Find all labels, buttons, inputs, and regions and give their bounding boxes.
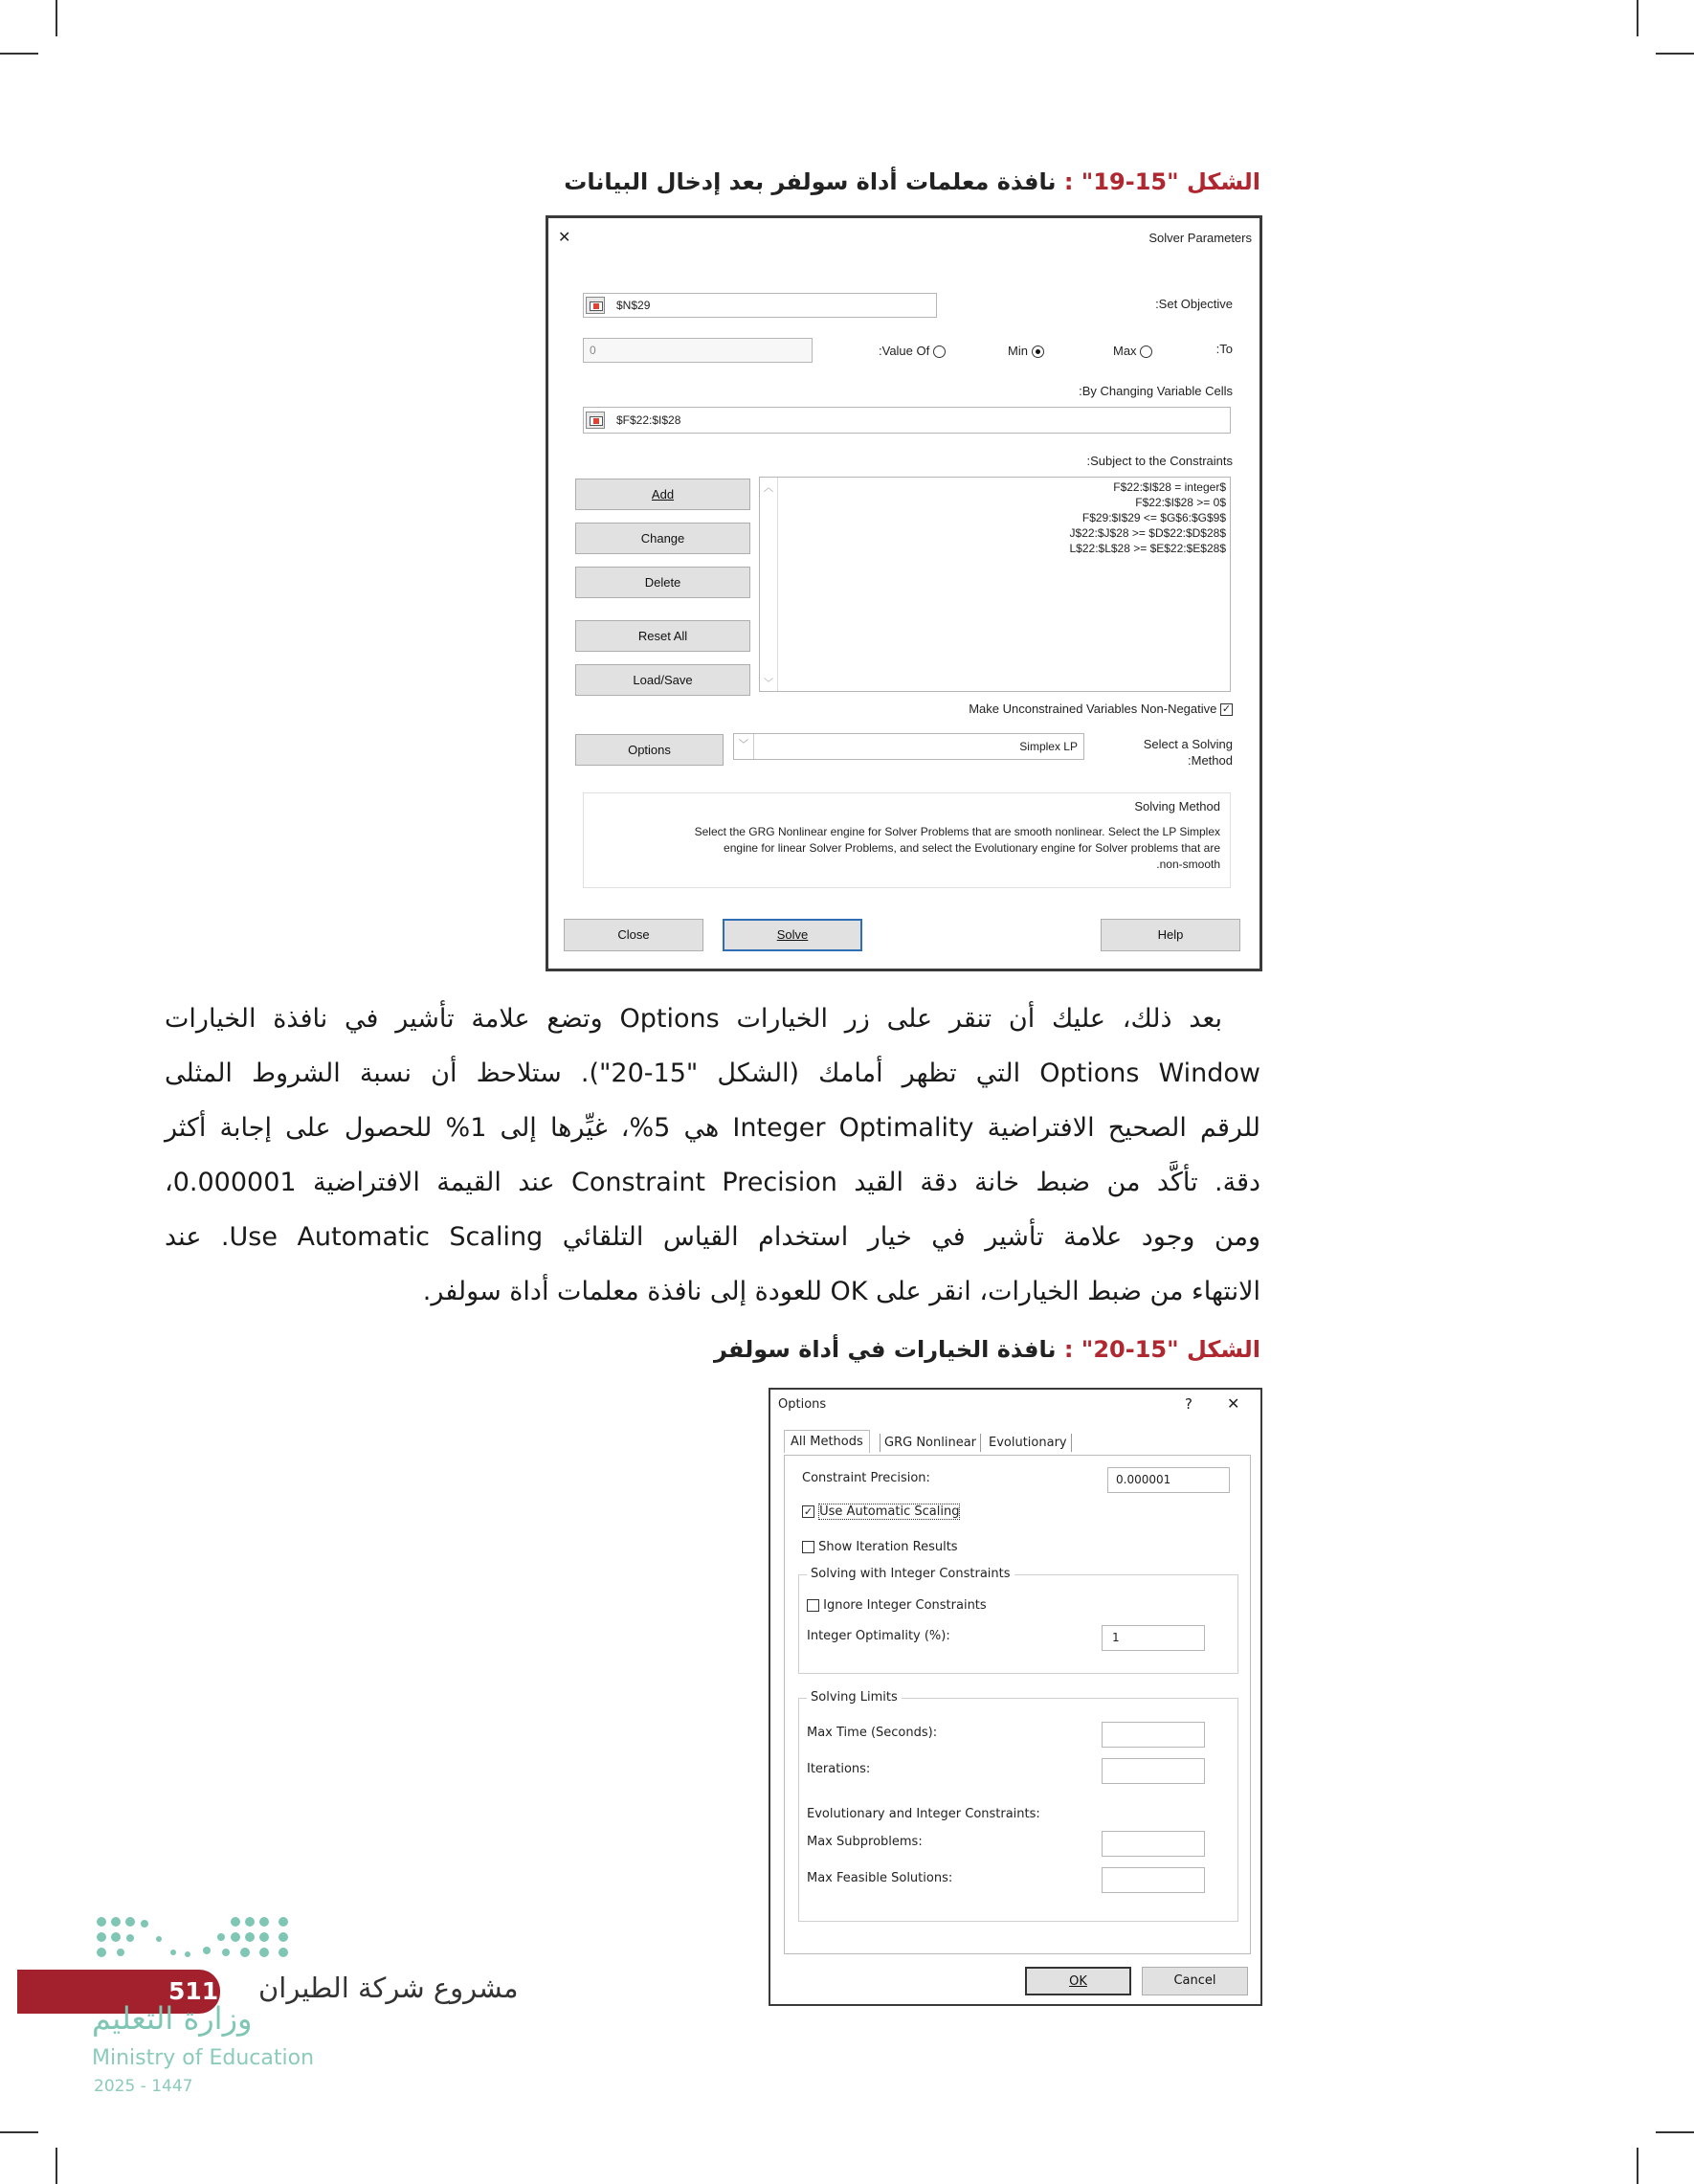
value-of-radio[interactable]	[879, 344, 946, 358]
close-button[interactable]	[564, 919, 703, 951]
cancel-button-label: Cancel	[1173, 1973, 1216, 1988]
scroll-down-icon[interactable]: ﹀	[764, 679, 773, 689]
options-button-label: Options	[628, 743, 671, 757]
constraints-list[interactable]	[759, 477, 1231, 692]
nonneg-option[interactable]	[969, 702, 1233, 716]
chevron-down-icon[interactable]: ﹀	[734, 734, 754, 759]
auto-scaling-option[interactable]	[802, 1504, 960, 1519]
paragraph-line: بعد ذلك، عليك أن تنقر على زر الخيارات Options وتضع علامة تأشير في نافذة الخيارات	[165, 1004, 1222, 1034]
close-icon[interactable]: ✕	[558, 230, 571, 246]
dialog-title: Solver Parameters	[1148, 231, 1252, 245]
show-iteration-label: Show Iteration Results	[818, 1540, 958, 1554]
changing-cells-label: :By Changing Variable Cells	[1079, 384, 1233, 398]
crop-mark	[1637, 0, 1638, 36]
help-icon[interactable]: ?	[1185, 1395, 1192, 1413]
iterations-label: Iterations:	[807, 1762, 871, 1776]
figure-title: نافذة الخيارات في أداة سولفر	[713, 1336, 1064, 1363]
solving-method-select[interactable]	[733, 733, 1084, 760]
scroll-up-icon[interactable]: ︿	[764, 483, 773, 494]
help-button-label: Help	[1157, 927, 1184, 942]
ministry-name-ar: وزارة التعليم	[92, 2000, 253, 2037]
options-button[interactable]	[575, 734, 724, 766]
delete-button[interactable]	[575, 567, 750, 598]
dialog-title: Options	[778, 1397, 827, 1412]
ignore-integer-checkbox[interactable]	[807, 1599, 819, 1612]
add-button-label: Add	[651, 487, 675, 501]
tab-all-methods[interactable]: All Methods	[784, 1430, 870, 1453]
logo-dots	[97, 1917, 288, 1957]
solving-method-title: Solving Method	[1134, 799, 1220, 813]
ministry-name-en: Ministry of Education	[92, 2046, 315, 2070]
list-item[interactable]: L$22:$L$28 >= $E$22:$E$28$	[1069, 542, 1226, 555]
list-item[interactable]: J$22:$J$28 >= $D$22:$D$28$	[1069, 526, 1226, 540]
list-item[interactable]: F$29:$I$29 <= $G$6:$G$9$	[1081, 511, 1226, 524]
crop-mark	[0, 53, 38, 55]
help-button[interactable]	[1101, 919, 1240, 951]
paragraph-line: دقة. تأكَّد من ضبط خانة دقة القيد Constraint Precision عند القيمة الافتراضية 0.000001،	[165, 1168, 1261, 1197]
min-label: Min	[1008, 344, 1028, 358]
figure-caption	[714, 1336, 1260, 1363]
close-button-label: Close	[617, 927, 650, 942]
page-number: 511	[168, 1977, 219, 2005]
scrollbar[interactable]	[760, 478, 778, 691]
nonneg-checkbox[interactable]: ✓	[1221, 703, 1232, 716]
method-value: Simplex LP	[1019, 740, 1078, 753]
max-label: Max	[1113, 344, 1137, 358]
max-feasible-input[interactable]	[1102, 1867, 1205, 1893]
constraints-label: :Subject to the Constraints	[1086, 454, 1233, 468]
set-objective-label: :Set Objective	[1155, 297, 1233, 311]
year-label: 2025 - 1447	[94, 2077, 193, 2096]
paragraph-line: ومن وجود علامة تأشير في خيار استخدام القياس التلقائي Use Automatic Scaling. عند	[165, 1222, 1261, 1252]
group-label: Solving with Integer Constraints	[807, 1567, 1014, 1581]
constraint-precision-value: 0.000001	[1116, 1473, 1171, 1486]
min-radio[interactable]	[1008, 344, 1044, 358]
change-button[interactable]	[575, 523, 750, 554]
value-of-radio-circle[interactable]	[933, 345, 946, 358]
paragraph-line: Options Window التي تظهر أمامك (الشكل "15-20"). ستلاحظ أن نسبة الشروط المثلى	[165, 1059, 1260, 1088]
select-method-label-line: :Method	[1188, 753, 1233, 768]
value-of-value: 0	[590, 344, 596, 357]
list-item[interactable]: F$22:$I$28 = integer$	[1113, 480, 1226, 494]
figure-caption	[564, 168, 1260, 195]
select-method-label	[1144, 736, 1233, 769]
crop-mark	[1656, 53, 1694, 55]
body-paragraph	[165, 992, 1260, 1319]
range-select-icon[interactable]	[586, 297, 605, 314]
auto-scaling-label: Use Automatic Scaling	[819, 1504, 960, 1519]
delete-button-label: Delete	[644, 575, 681, 590]
value-of-input[interactable]	[583, 338, 813, 363]
paragraph-line: للرقم الصحيح الافتراضية Integer Optimality هي 5%، غيِّرها إلى 1% للحصول على إجابة أكثر	[165, 1113, 1260, 1143]
constraint-precision-input[interactable]	[1107, 1467, 1230, 1493]
ok-button[interactable]	[1025, 1967, 1131, 1995]
tab-grg-nonlinear[interactable]: GRG Nonlinear	[880, 1434, 981, 1452]
figure-number: الشكل "15-19" :	[1063, 168, 1260, 195]
crop-mark	[1637, 2148, 1638, 2184]
max-feasible-label: Max Feasible Solutions:	[807, 1871, 953, 1885]
min-radio-circle[interactable]	[1032, 345, 1044, 358]
reset-all-button-label: Reset All	[637, 629, 688, 643]
range-select-icon[interactable]	[586, 412, 605, 429]
options-dialog	[769, 1388, 1262, 2006]
iterations-input[interactable]	[1102, 1758, 1205, 1784]
solver-parameters-dialog	[546, 215, 1262, 971]
constraint-items	[1070, 479, 1227, 556]
figure-number: الشكل "15-20" :	[1063, 1336, 1260, 1363]
crop-mark	[0, 2131, 38, 2133]
crop-mark	[56, 0, 57, 36]
solving-method-text-line: engine for linear Solver Problems, and select the Evolutionary engine for Solver problems that are	[724, 841, 1220, 855]
objective-value: $N$29	[616, 299, 651, 312]
paragraph-line: الانتهاء من ضبط الخيارات، انقر على OK للعودة إلى نافذة معلمات أداة سولفر.	[422, 1277, 1260, 1306]
solve-button[interactable]	[723, 919, 862, 951]
auto-scaling-checkbox[interactable]: ✓	[803, 1505, 814, 1518]
max-subproblems-input[interactable]	[1102, 1831, 1205, 1857]
changing-cells-value: $F$22:$I$28	[616, 413, 681, 427]
objective-input[interactable]	[583, 293, 937, 318]
close-icon[interactable]: ✕	[1227, 1394, 1240, 1413]
constraint-precision-label: Constraint Precision:	[802, 1471, 930, 1485]
to-label: :To	[1215, 342, 1233, 356]
changing-cells-input[interactable]	[583, 407, 1231, 434]
reset-all-button[interactable]	[575, 620, 750, 652]
project-title: مشروع شركة الطيران	[258, 1972, 519, 2004]
max-radio[interactable]	[1113, 344, 1152, 358]
max-time-label: Max Time (Seconds):	[807, 1726, 938, 1740]
integer-group	[798, 1567, 1238, 1674]
max-time-input[interactable]	[1102, 1722, 1205, 1748]
load-save-button[interactable]	[575, 664, 750, 696]
group-label: Solving Limits	[807, 1690, 902, 1705]
value-of-label: :Value Of	[879, 344, 930, 358]
solve-button-label: Solve	[776, 927, 809, 942]
solving-method-panel	[583, 792, 1231, 888]
list-item[interactable]: F$22:$I$28 >= 0$	[1135, 496, 1226, 509]
ok-button-label: OK	[1069, 1974, 1087, 1989]
load-save-button-label: Load/Save	[633, 673, 693, 687]
tab-panel	[784, 1455, 1251, 1954]
cancel-button[interactable]	[1142, 1967, 1248, 1995]
show-iteration-option[interactable]	[802, 1540, 958, 1554]
solving-method-text	[695, 824, 1220, 873]
ignore-integer-label: Ignore Integer Constraints	[823, 1598, 987, 1613]
add-button[interactable]	[575, 479, 750, 510]
solving-method-text-line: Select the GRG Nonlinear engine for Solver Problems that are smooth nonlinear. Select the LP Simplex	[694, 825, 1220, 838]
ignore-integer-option[interactable]	[807, 1598, 987, 1613]
change-button-label: Change	[640, 531, 685, 546]
max-radio-circle[interactable]	[1140, 345, 1152, 358]
evolutionary-label: Evolutionary and Integer Constraints:	[807, 1807, 1040, 1821]
tab-evolutionary[interactable]: Evolutionary	[985, 1434, 1072, 1452]
solving-limits-group	[798, 1690, 1238, 1922]
crop-mark	[56, 2148, 57, 2184]
solving-method-text-line: .non-smooth	[1156, 858, 1220, 871]
integer-optimality-label: Integer Optimality (%):	[807, 1629, 950, 1643]
max-subproblems-label: Max Subproblems:	[807, 1835, 923, 1849]
integer-optimality-input[interactable]	[1102, 1625, 1205, 1651]
crop-mark	[1656, 2131, 1694, 2133]
nonneg-label: Make Unconstrained Variables Non-Negative	[969, 702, 1217, 716]
show-iteration-checkbox[interactable]	[802, 1541, 814, 1553]
select-method-label-line: Select a Solving	[1143, 737, 1233, 751]
figure-title: نافذة معلمات أداة سولفر بعد إدخال البيانات	[564, 168, 1064, 195]
integer-optimality-value: 1	[1112, 1631, 1120, 1644]
